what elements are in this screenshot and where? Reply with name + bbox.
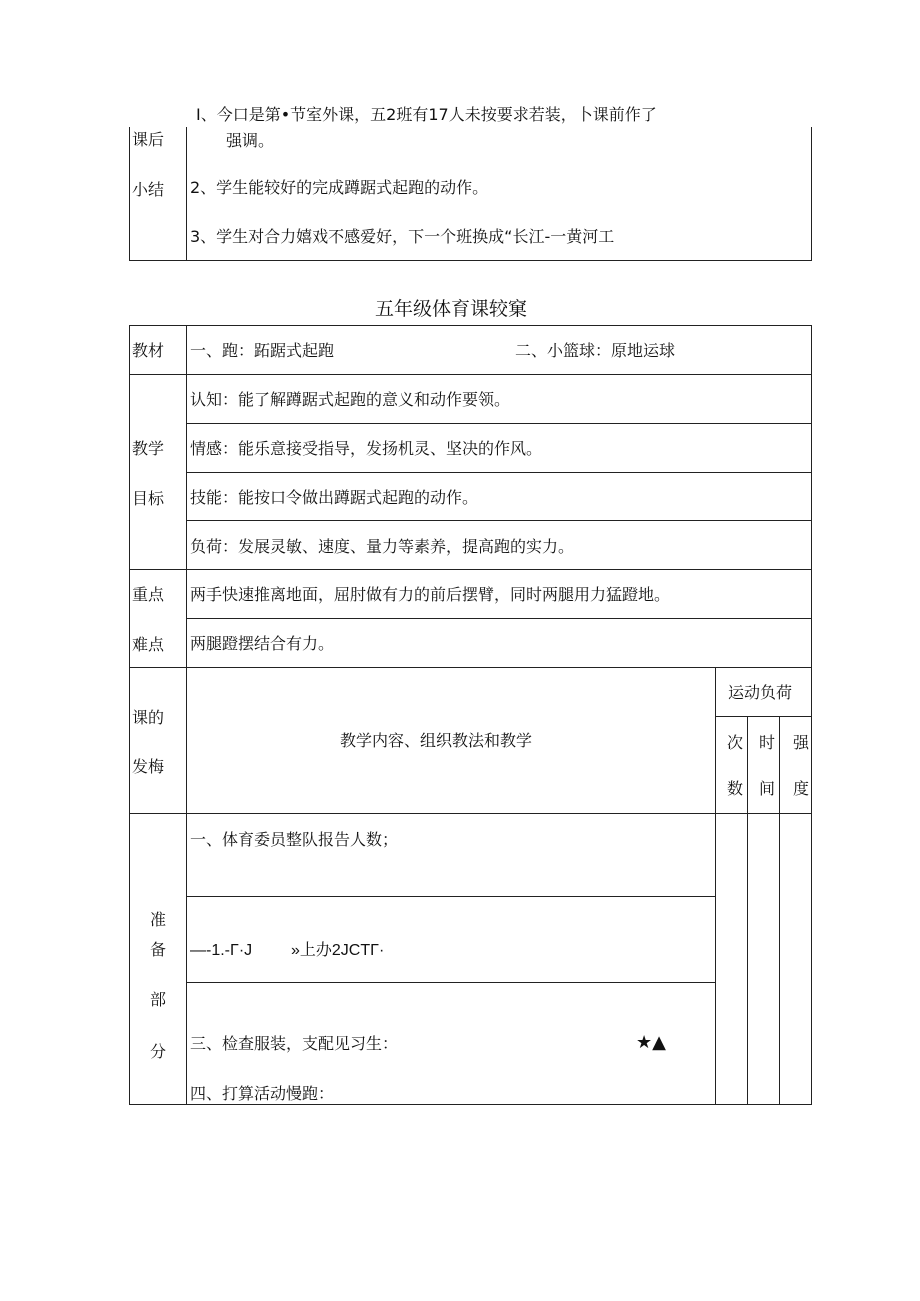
materials-item-2: 二、小篮球：原地运球 (515, 341, 676, 360)
materials-item-1: 一、跑：跖踞式起跑 (190, 341, 335, 360)
load-header-separator (715, 716, 812, 717)
prep-row-separator (186, 982, 716, 983)
key-points-label-1: 重点 (132, 585, 165, 604)
objective-cognition: 认知：能了解蹲踞式起跑的意义和动作要领。 (190, 390, 511, 409)
intensity-header-2: 度 (793, 779, 810, 798)
materials-label: 教材 (132, 341, 165, 360)
summary-border-bottom (129, 260, 812, 261)
objectives-label-1: 教学 (132, 439, 165, 458)
load-col-divider (747, 716, 748, 1104)
prep-item-3-marks: ★▲ (636, 1032, 666, 1053)
row-separator (129, 569, 812, 570)
time-header-1: 时 (759, 733, 776, 752)
sub-row-separator (186, 423, 812, 424)
key-points-label-2: 难点 (132, 635, 165, 654)
prep-label-2: 备 (150, 940, 167, 959)
table-border-right (811, 325, 812, 1105)
structure-label-1: 课的 (132, 708, 165, 727)
summary-item-1-cont: 强调。 (226, 131, 275, 150)
prep-label-3: 部 (150, 990, 167, 1009)
prep-item-4: 四、打算活动慢跑： (190, 1084, 335, 1103)
count-header-1: 次 (727, 733, 744, 752)
row-separator (129, 813, 812, 814)
sub-row-separator (186, 472, 812, 473)
table-border-top (129, 325, 812, 326)
prep-label-1: 准 (150, 910, 167, 929)
time-header-2: 间 (759, 779, 776, 798)
row-separator (129, 667, 812, 668)
label-column-divider (186, 325, 187, 1105)
structure-label-2: 发梅 (132, 757, 165, 776)
page-title: 五年级体育课较窠 (375, 299, 528, 320)
table-border-left (129, 325, 130, 1105)
prep-row-separator (186, 896, 716, 897)
objective-load: 负荷：发展灵敏、速度、量力等素养，提高跑的实力。 (190, 537, 575, 556)
prep-item-3: 三、检查服装，支配见习生： (190, 1034, 399, 1053)
load-col-divider (779, 716, 780, 1104)
count-header-2: 数 (727, 779, 744, 798)
content-load-divider (715, 667, 716, 1104)
row-separator (129, 374, 812, 375)
prep-item-2-left: —-1.-Γ·J (190, 942, 253, 959)
key-point: 两手快速推离地面，屈肘做有力的前后摆臂，同时两腿用力猛蹬地。 (190, 585, 671, 604)
summary-label-1: 课后 (132, 130, 165, 149)
table-border-bottom (129, 1104, 812, 1105)
summary-item-2: 2、学生能较好的完成蹲踞式起跑的动作。 (190, 178, 489, 197)
summary-border-left (129, 127, 130, 261)
summary-border-right (811, 127, 812, 261)
prep-item-2-right: »上办2JCTΓ· (291, 942, 385, 959)
objective-emotion: 情感：能乐意接受指导，发扬机灵、坚决的作风。 (190, 439, 543, 458)
summary-divider (186, 127, 187, 261)
summary-item-3: 3、学生对合力嬉戏不感爱好，下一个班换成“长江-一黄河工 (190, 227, 615, 246)
load-header: 运动负荷 (728, 683, 793, 702)
difficulty-point: 两腿蹬摆结合有力。 (190, 634, 335, 653)
sub-row-separator (186, 618, 812, 619)
summary-item-1: I、今口是第•节室外课，五2班有17人未按要求若装，卜课前作了 (196, 105, 657, 124)
objectives-label-2: 目标 (132, 489, 165, 508)
content-header: 教学内容、组织教法和教学 (340, 731, 533, 750)
prep-item-1: 一、体育委员整队报告人数； (190, 830, 399, 849)
objective-skill: 技能：能按口令做出蹲踞式起跑的动作。 (190, 488, 479, 507)
prep-label-4: 分 (150, 1042, 167, 1061)
intensity-header-1: 强 (793, 733, 810, 752)
sub-row-separator (186, 520, 812, 521)
summary-label-2: 小结 (132, 180, 165, 199)
